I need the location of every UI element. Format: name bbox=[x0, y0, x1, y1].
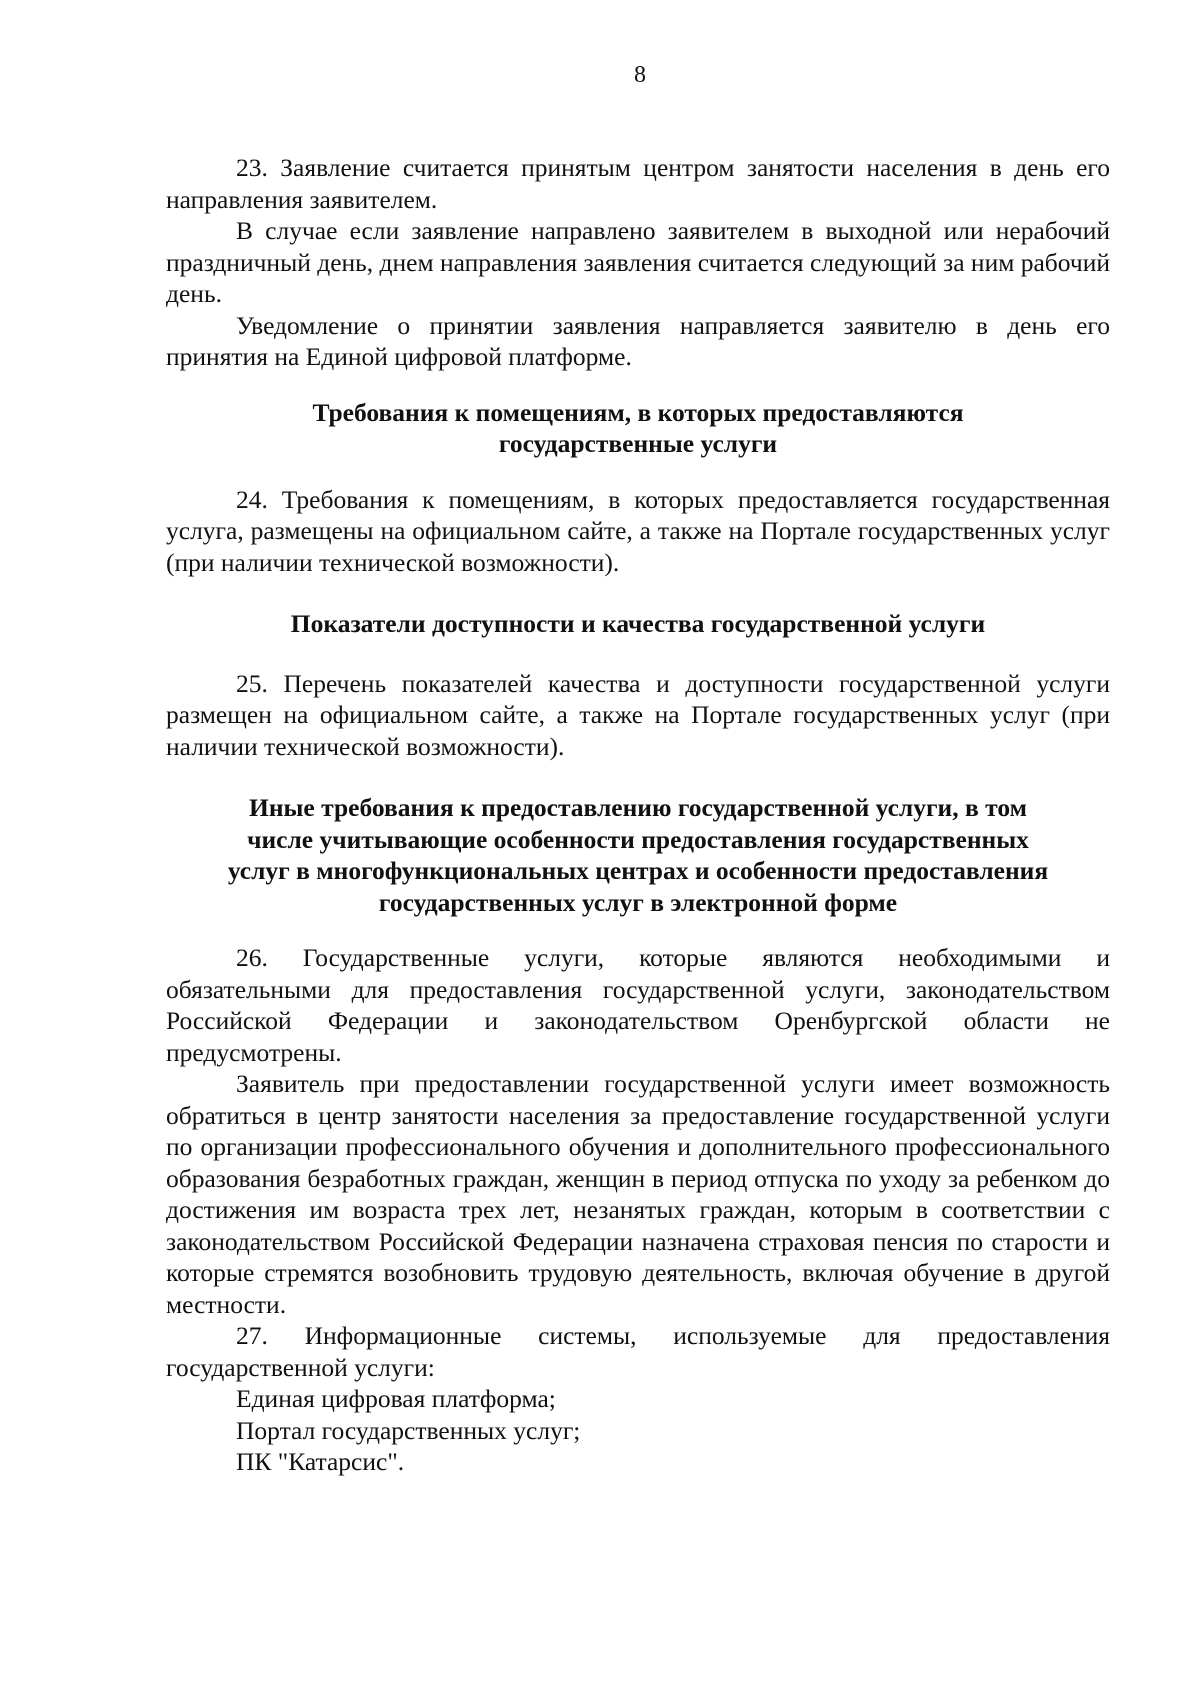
paragraph-24: 24. Требования к помещениям, в которых предоставляется государственная услуга, размещены на официальном сайте, а также на Портале государственных услуг (при наличии технической возможности). bbox=[166, 484, 1110, 577]
heading-premises bbox=[166, 397, 1110, 460]
heading-other-requirements bbox=[166, 792, 1110, 918]
paragraph-27: 27. Информационные системы, используемые для предоставления государственной услуги: bbox=[166, 1321, 1110, 1382]
paragraph-23-1: 23. Заявление считается принятым центром занятости населения в день его направления заявителем. bbox=[166, 153, 1110, 214]
paragraph-26-1: 26. Государственные услуги, которые являются необходимыми и обязательными для предоставления государственной услуги, законодательством Российской Федерации и законодательством Оренбургской области не предусмотрены. bbox=[166, 943, 1110, 1067]
heading-quality: Показатели доступности и качества государственной услуги bbox=[290, 609, 986, 638]
paragraph-26-2: Заявитель при предоставлении государственной услуги имеет возможность обратиться в центр занятости населения за предоставление государственной услуги по организации профессионального обучения и дополнительного профессионального образования безработных граждан, женщин в период отпуска по уходу за ребенком до достижения им возраста трех лет, незанятых граждан, которым в соответствии с законодательством Российской Федерации назначена страховая пенсия по старости и которые стремятся возобновить трудовую деятельность, включая обучение в другой местности. bbox=[166, 1069, 1110, 1319]
heading-other-line-4: государственных услуг в электронной форме bbox=[378, 887, 898, 917]
page-number: 8 bbox=[634, 62, 646, 88]
heading-premises-line-1: Требования к помещениям, в которых предоставляются bbox=[312, 397, 964, 427]
heading-other-line-3: услуг в многофункциональных центрах и особенности предоставления bbox=[227, 856, 1049, 885]
paragraph-23-3: Уведомление о принятии заявления направляется заявителю в день его принятия на Единой цифровой платформе. bbox=[166, 310, 1110, 371]
document-body bbox=[166, 152, 1110, 1478]
heading-other-line-2: числе учитывающие особенности предоставления государственных bbox=[247, 824, 1029, 854]
paragraph-23-2: В случае если заявление направлено заявителем в выходной или нерабочий праздничный день, днем направления заявления считается следующий за ним рабочий день. bbox=[166, 216, 1110, 308]
heading-other-line-1: Иные требования к предоставлению государственной услуги, в том bbox=[249, 793, 1027, 822]
list-item-2: Портал государственных услуг; bbox=[236, 1415, 581, 1445]
heading-premises-line-2: государственные услуги bbox=[498, 429, 778, 458]
list-item-1: Единая цифровая платформа; bbox=[236, 1384, 556, 1413]
paragraph-25: 25. Перечень показателей качества и доступности государственной услуги размещен на официальном сайте, а также на Портале государственных услуг (при наличии технической возможности). bbox=[166, 668, 1110, 761]
list-item-3: ПК "Катарсис". bbox=[236, 1447, 405, 1476]
